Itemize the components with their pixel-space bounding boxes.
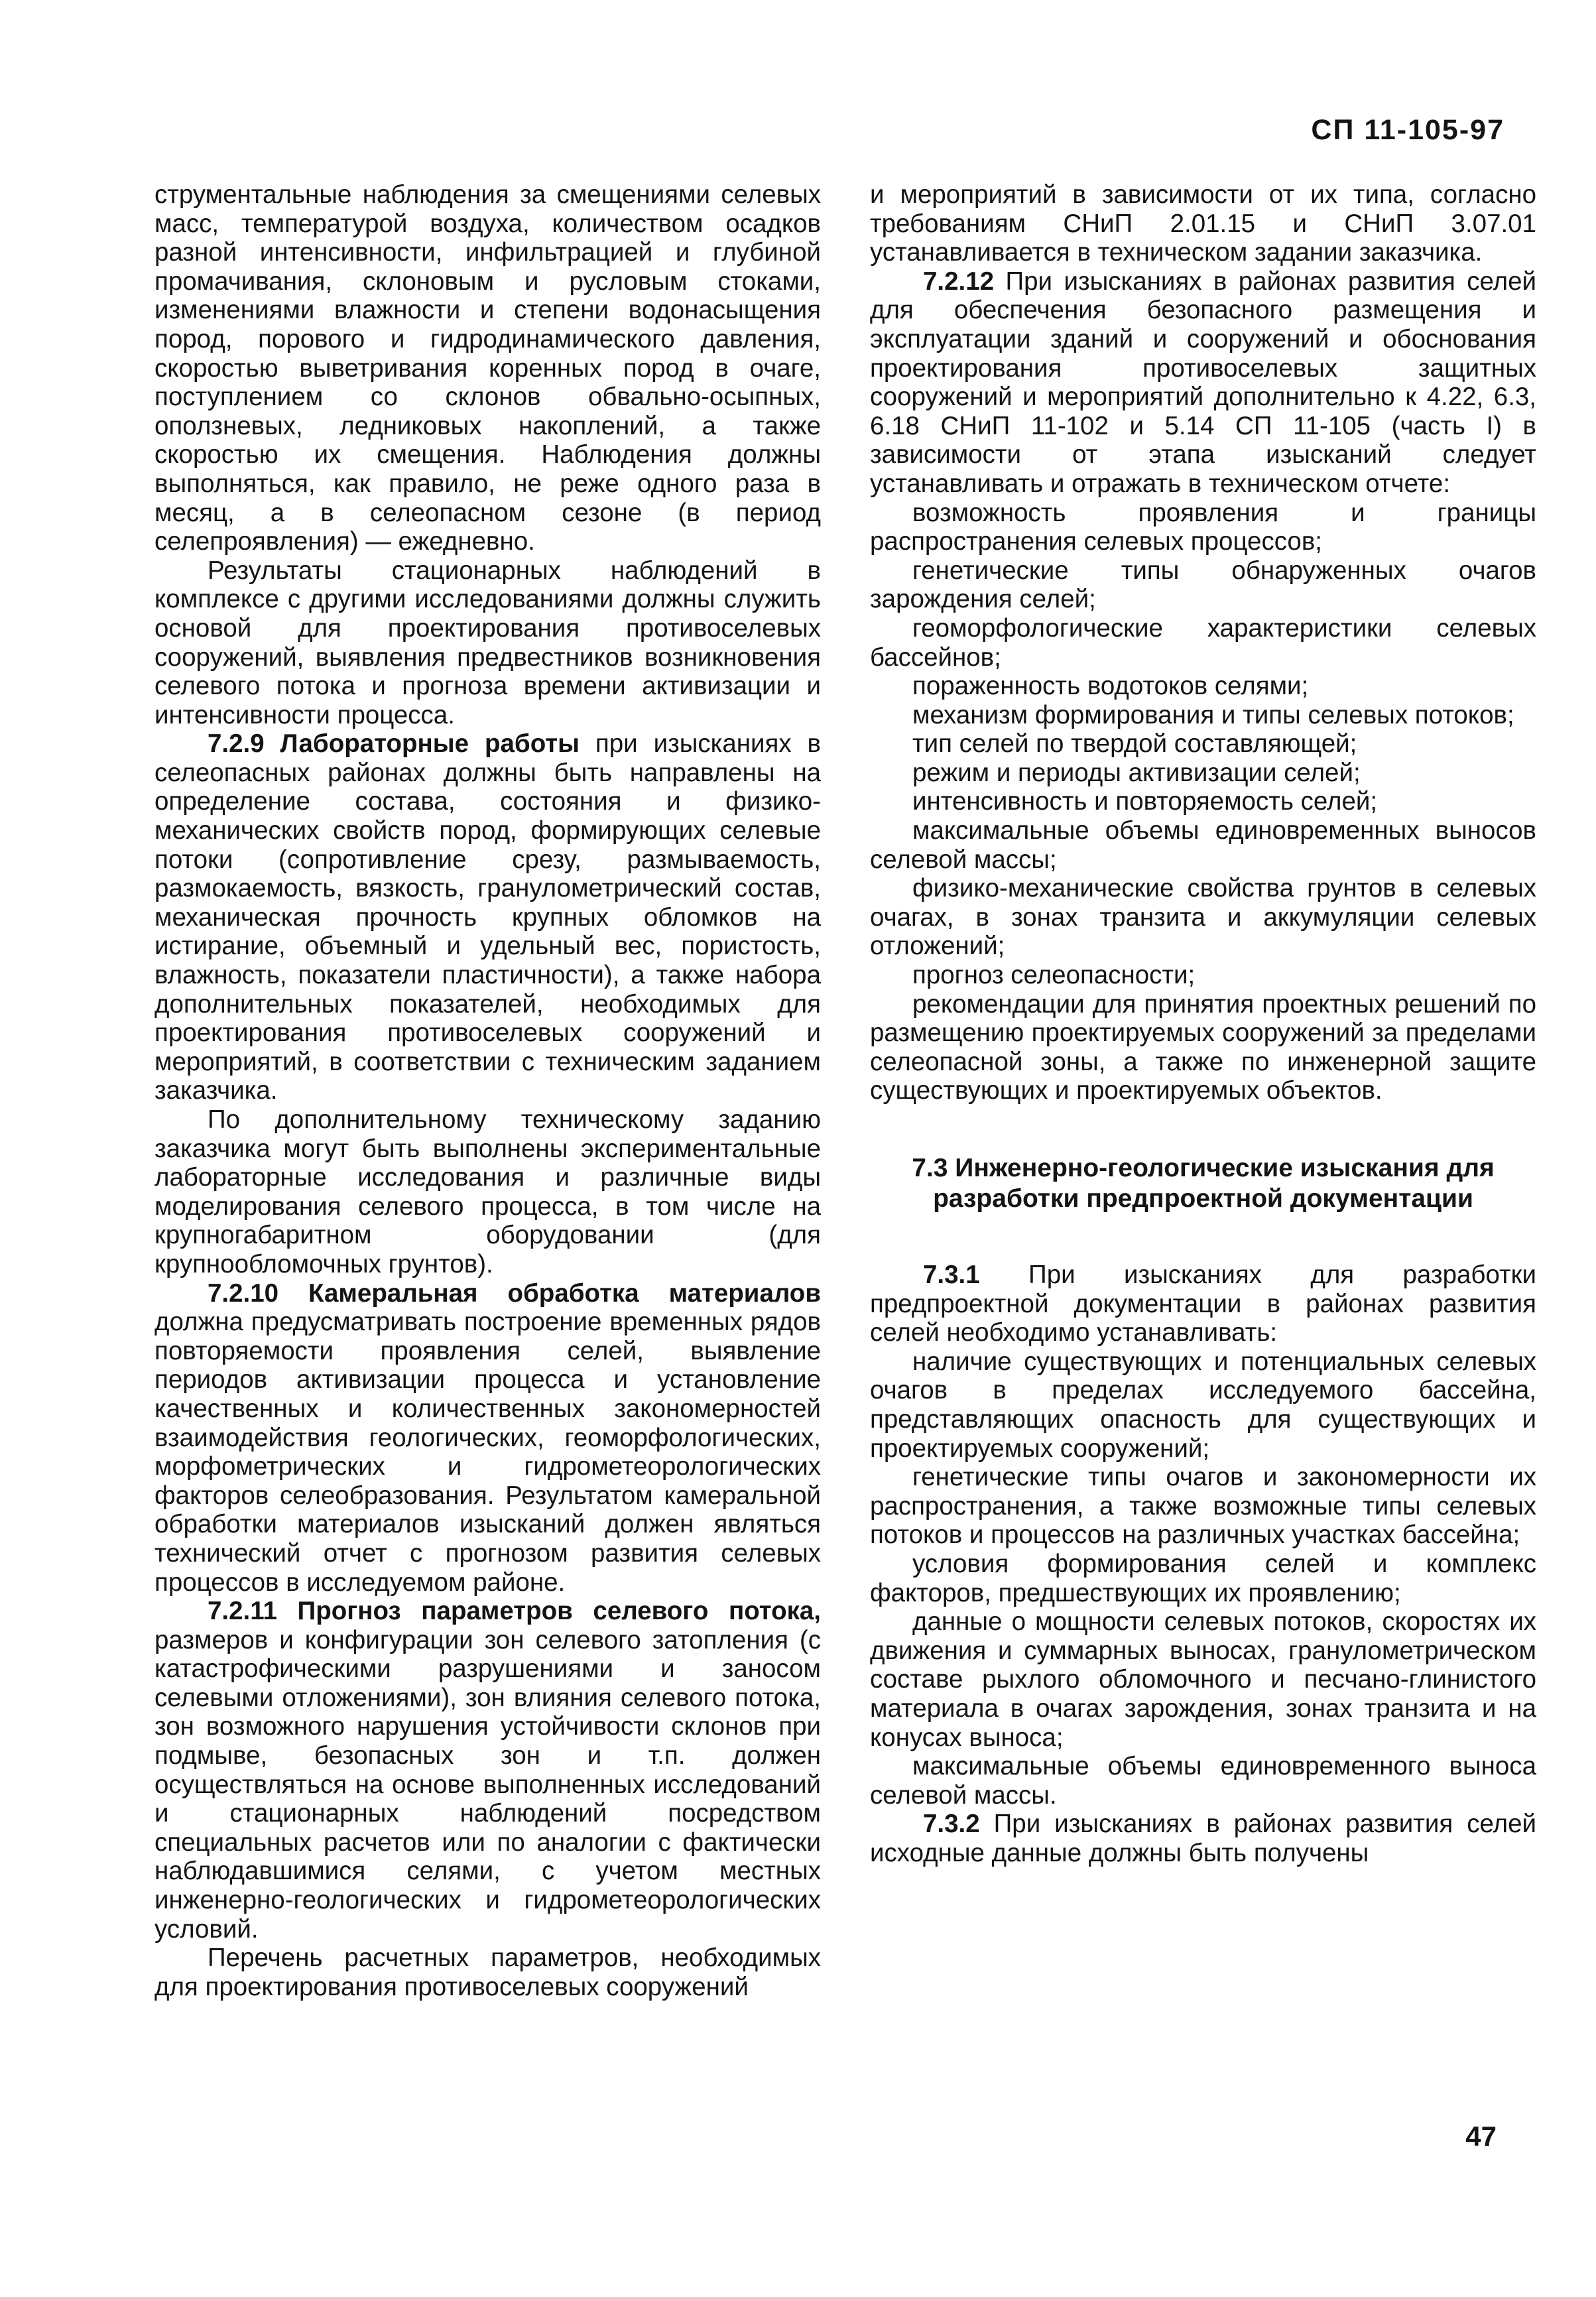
list-item: физико-механические свойства грунтов в селевых очагах, в зонах транзита и аккумуляции селевых отложений; bbox=[870, 874, 1536, 961]
clause-text: должна предусматривать построение временных рядов повторяемости проявления селей, выявление периодов активизации процесса и установление качественных и количественных закономерностей взаимодействия геологических, геоморфологических, морфометрических и гидрометеорологических факторов селеобразования. Результатом камеральной обработки материалов изысканий должен являться технический отчет с прогнозом развития селевых процессов в исследуемом районе. bbox=[154, 1308, 821, 1597]
list-item: данные о мощности селевых потоков, скоростях их движения и суммарных выносах, гранулометрическом составе рыхлого обломочного и песчано-глинистого материала в очагах зарождения, зонах транзита и на конусах выноса; bbox=[870, 1607, 1536, 1752]
clause-number: 7.2.10 bbox=[208, 1278, 279, 1308]
paragraph-7-2-11 bbox=[154, 1597, 821, 1944]
clause-text: размеров и конфигурации зон селевого затопления (с катастрофическими разрушениями и заносом селевыми отложениями), зон влияния селевого потока, зон возможного нарушения устойчивости склонов при подмыве, безопасных зон и т.п. должен осуществляться на основе выполненных исследований и стационарных наблюдений посредством специальных расчетов или по аналогии с фактически наблюдавшимися селями, с учетом местных инженерно-геологических и гидрометеорологических условий. bbox=[154, 1625, 821, 1944]
list-item: геоморфологические характеристики селевых бассейнов; bbox=[870, 613, 1536, 672]
paragraph-7-3-2 bbox=[870, 1810, 1536, 1867]
clause-number: 7.3.2 bbox=[923, 1810, 980, 1839]
page-number: 47 bbox=[1465, 2121, 1497, 2152]
list-item: тип селей по твердой составляющей; bbox=[912, 729, 1357, 759]
paragraph-7-2-10 bbox=[154, 1279, 821, 1597]
right-column bbox=[870, 180, 1536, 1867]
list-item: максимальные объемы единовременного выноса селевой массы. bbox=[870, 1752, 1536, 1810]
clause-number: 7.2.11 bbox=[208, 1597, 277, 1626]
clause-title: Лабораторные работы bbox=[280, 729, 580, 759]
list-item: прогноз селеопасности; bbox=[912, 961, 1196, 990]
paragraph-intro-continuation: струментальные наблюдения за смещениями селевых масс, температурой воздуха, количеством осадков разной интенсивности, инфильтрацией и глубиной промачивания, склоновым и русловым стоками, изменениями влажности и степени водонасыщения пород, порового и гидродинамического давления, скоростью выветривания коренных пород в очаге, поступлением со склонов обвально-осыпных, оползневых, ледниковых накоплений, а также скоростью их смещения. Наблюдения должны выполняться, как правило, не реже одного раза в месяц, а в селеопасном сезоне (в период селепроявления) — ежедневно. bbox=[154, 180, 821, 556]
list-item: максимальные объемы единовременных выносов селевой массы; bbox=[870, 816, 1536, 874]
paragraph-7-2-12 bbox=[870, 267, 1536, 499]
clause-text: При изысканиях для разработки предпроектной документации в районах развития селей необходимо устанавливать: bbox=[870, 1261, 1536, 1347]
list-item: генетические типы очагов и закономерности их распространения, а также возможные типы селевых потоков и процессов на различных участках бассейна; bbox=[870, 1463, 1536, 1550]
list-item: режим и периоды активизации селей; bbox=[912, 758, 1361, 787]
clause-number: 7.2.9 bbox=[208, 729, 265, 759]
list-item: наличие существующих и потенциальных селевых очагов в пределах исследуемого бассейна, представляющих опасность для существующих и проектируемых сооружений; bbox=[870, 1347, 1536, 1463]
list-item: интенсивность и повторяемость селей; bbox=[912, 787, 1378, 816]
clause-title: Прогноз параметров селевого потока, bbox=[297, 1597, 821, 1626]
clause-title: Камеральная обработка материалов bbox=[308, 1278, 821, 1308]
paragraph-results: Результаты стационарных наблюдений в комплексе с другими исследованиями должны служить основой для проектирования противоселевых сооружений, выявления предвестников возникновения селевого потока и прогноза времени активизации и интенсивности процесса. bbox=[154, 556, 821, 729]
paragraph-7-2-9 bbox=[154, 729, 821, 1105]
left-column bbox=[154, 180, 821, 2001]
clause-text: При изысканиях в районах развития селей для обеспечения безопасного размещения и эксплуатации зданий и сооружений и обоснования проектирования противоселевых защитных сооружений и мероприятий дополнительно к 4.22, 6.3, 6.18 СНиП 11-102 и 5.14 СП 11-105 (часть I) в зависимости от этапа изысканий следует устанавливать и отражать в техническом отчете: bbox=[870, 267, 1536, 498]
list-item: пораженность водотоков селями; bbox=[912, 672, 1309, 701]
paragraph-continuation: и мероприятий в зависимости от их типа, согласно требованиям СНиП 2.01.15 и СНиП 3.07.01 устанавливается в техническом задании заказчика. bbox=[870, 180, 1536, 267]
list-item: условия формирования селей и комплекс факторов, предшествующих их проявлению; bbox=[870, 1549, 1536, 1607]
document-code: СП 11-105-97 bbox=[1311, 114, 1504, 146]
list-item: генетические типы обнаруженных очагов зарождения селей; bbox=[870, 556, 1536, 614]
clause-text: При изысканиях в районах развития селей исходные данные должны быть получены bbox=[870, 1810, 1536, 1867]
list-item: рекомендации для принятия проектных решений по размещению проектируемых сооружений за пределами селеопасной зоны, а также по инженерной защите существующих и проектируемых объектов. bbox=[870, 989, 1536, 1105]
section-heading-7-3: 7.3 Инженерно-геологические изыскания для разработки предпроектной документации bbox=[912, 1154, 1495, 1213]
clause-text: при изысканиях в селеопасных районах должны быть направлены на определение состава, состояния и физико-механических свойств пород, формирующих селевые потоки (сопротивление срезу, размываемость, размокаемость, вязкость, гранулометрический состав, механическая прочность крупных обломков на истирание, объемный и удельный вес, пористость, влажность, показатели пластичности), а также набора дополнительных показателей, необходимых для проектирования противоселевых сооружений и мероприятий, в соответствии с техническим заданием заказчика. bbox=[154, 729, 821, 1105]
list-item: механизм формирования и типы селевых потоков; bbox=[912, 700, 1514, 729]
list-item: возможность проявления и границы распространения селевых процессов; bbox=[870, 498, 1536, 556]
paragraph-additional-tasks: По дополнительному техническому заданию заказчика могут быть выполнены экспериментальные лабораторные исследования и различные виды моделирования селевого процесса, в том числе на крупногабаритном оборудовании (для крупнообломочных грунтов). bbox=[154, 1105, 821, 1278]
clause-number: 7.2.12 bbox=[923, 267, 995, 296]
paragraph-parameters-list: Перечень расчетных параметров, необходимых для проектирования противоселевых сооружений bbox=[154, 1944, 821, 2001]
paragraph-7-3-1 bbox=[870, 1261, 1536, 1347]
clause-number: 7.3.1 bbox=[923, 1261, 980, 1289]
